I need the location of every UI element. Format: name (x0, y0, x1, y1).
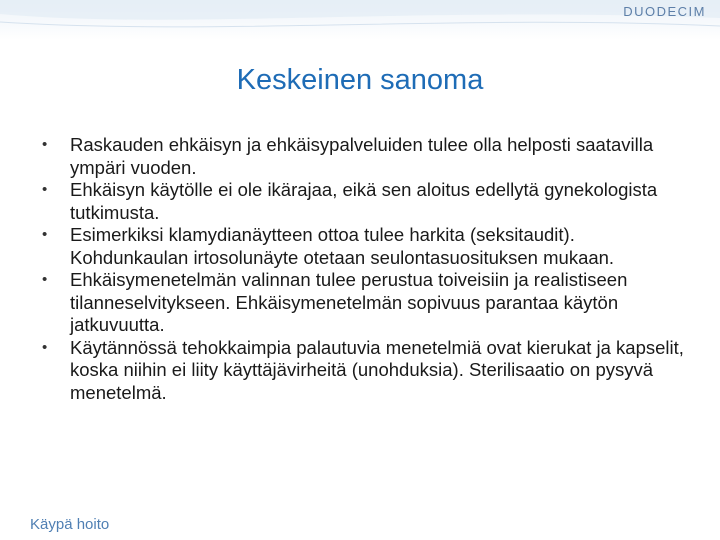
bullet-icon: • (42, 271, 48, 288)
slide-title: Keskeinen sanoma (236, 64, 484, 96)
bullet-item (38, 134, 698, 179)
bullet-text: Esimerkiksi klamydianäytteen ottoa tulee harkita (seksitaudit). Kohdunkaulan irtosolunäyte otetaan seulontasuosituksen mukaan. (70, 224, 615, 268)
bullet-text: Raskauden ehkäisyn ja ehkäisypalveluiden tulee olla helposti saatavilla ympäri vuoden. (70, 134, 654, 178)
bullet-text: Ehkäisyn käytölle ei ole ikärajaa, eikä sen aloitus edellytä gynekologista tutkimusta. (70, 179, 658, 223)
bullet-item (38, 179, 698, 224)
bullet-icon: • (42, 181, 48, 198)
bullet-icon: • (42, 338, 48, 356)
bullet-text: Käytännössä tehokkaimpia palautuvia menetelmiä ovat kierukat ja kapselit, koska niihin ei liity käyttäjävirheitä (unohduksia). Sterilisaatio on pysyvä menetelmä. (70, 336, 684, 403)
bullet-icon: • (42, 226, 48, 243)
duodecim-logo: DUODECIM (623, 4, 706, 19)
bullet-list (38, 134, 698, 404)
bullet-item (38, 269, 698, 337)
header-swoosh-decoration (0, 0, 720, 40)
bullet-icon: • (42, 136, 48, 153)
bullet-item (38, 224, 698, 269)
kaypa-hoito-logo: Käypä hoito (30, 516, 110, 533)
bullet-item (38, 337, 698, 405)
bullet-text: Ehkäisymenetelmän valinnan tulee perustua toiveisiin ja realistiseen tilanneselvitykseen. Ehkäisymenetelmän sopivuus parantaa käytön jatkuvuutta. (70, 269, 628, 335)
